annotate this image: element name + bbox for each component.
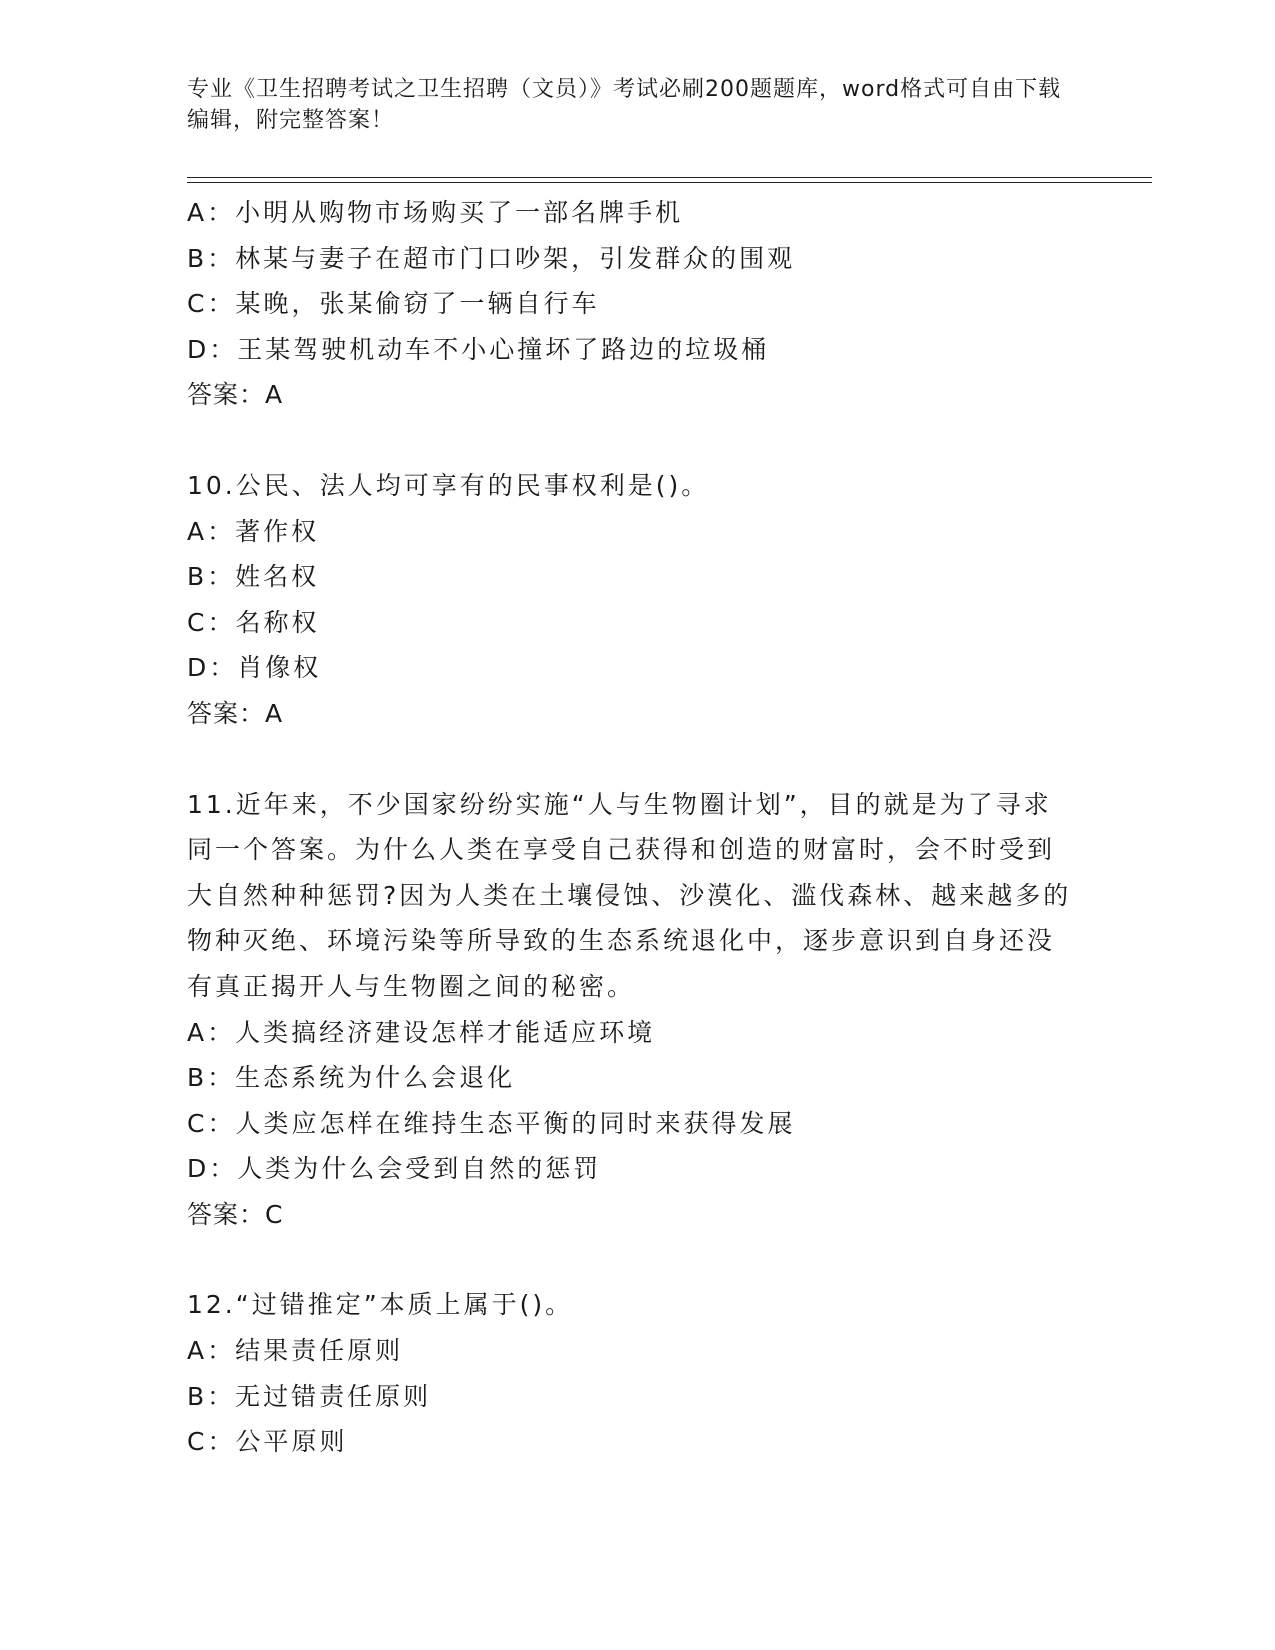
question-10 bbox=[187, 463, 1087, 737]
option-c: C：公平原则 bbox=[187, 1427, 348, 1457]
option-b: B：无过错责任原则 bbox=[187, 1381, 432, 1411]
option-a: A：人类搞经济建设怎样才能适应环境 bbox=[187, 1017, 656, 1047]
document-header-title: 专业《卫生招聘考试之卫生招聘（文员）》考试必刷200题题库，word格式可自由下载编辑，附完整答案！ bbox=[187, 77, 1062, 133]
question-stem: 11.近年来，不少国家纷纷实施“人与生物圈计划”，目的就是为了寻求同一个答案。为什么人类在享受自己获得和创造的财富时，会不时受到大自然种种惩罚?因为人类在土壤侵蚀、沙漠化、滥伐森林、越来越多的物种灭绝、环境污染等所导致的生态系统退化中，逐步意识到自身还没有真正揭开人与生物圈之间的秘密。 bbox=[187, 789, 1072, 1001]
question-11 bbox=[187, 782, 1087, 1238]
option-c: C：名称权 bbox=[187, 607, 320, 637]
spacer bbox=[187, 737, 1087, 782]
answer-line: 答案：A bbox=[187, 380, 284, 410]
header-divider-bottom bbox=[187, 182, 1152, 183]
spacer bbox=[187, 418, 1087, 463]
option-a: A：小明从购物市场购买了一部名牌手机 bbox=[187, 198, 684, 227]
option-d: D：王某驾驶机动车不小心撞坏了路边的垃圾桶 bbox=[187, 334, 770, 364]
question-list bbox=[187, 190, 1087, 1465]
option-b: B：林某与妻子在超市门口吵架，引发群众的围观 bbox=[187, 243, 796, 273]
header-divider-top bbox=[187, 177, 1152, 178]
option-c: C：某晚，张某偷窃了一辆自行车 bbox=[187, 289, 600, 319]
question-12 bbox=[187, 1282, 1087, 1464]
option-b: B：生态系统为什么会退化 bbox=[187, 1063, 516, 1093]
question-stem: 12.“过错推定”本质上属于()。 bbox=[187, 1290, 574, 1320]
option-d: D：人类为什么会受到自然的惩罚 bbox=[187, 1154, 602, 1184]
spacer bbox=[187, 1237, 1087, 1282]
question-stem: 10.公民、法人均可享有的民事权利是()。 bbox=[187, 470, 710, 500]
option-b: B：姓名权 bbox=[187, 562, 320, 592]
option-a: A：著作权 bbox=[187, 516, 320, 546]
answer-line: 答案：A bbox=[187, 698, 284, 728]
option-a: A：结果责任原则 bbox=[187, 1336, 404, 1366]
question-9 bbox=[187, 190, 1087, 418]
option-d: D：肖像权 bbox=[187, 653, 322, 683]
option-c: C：人类应怎样在维持生态平衡的同时来获得发展 bbox=[187, 1108, 796, 1138]
answer-line: 答案：C bbox=[187, 1199, 284, 1229]
